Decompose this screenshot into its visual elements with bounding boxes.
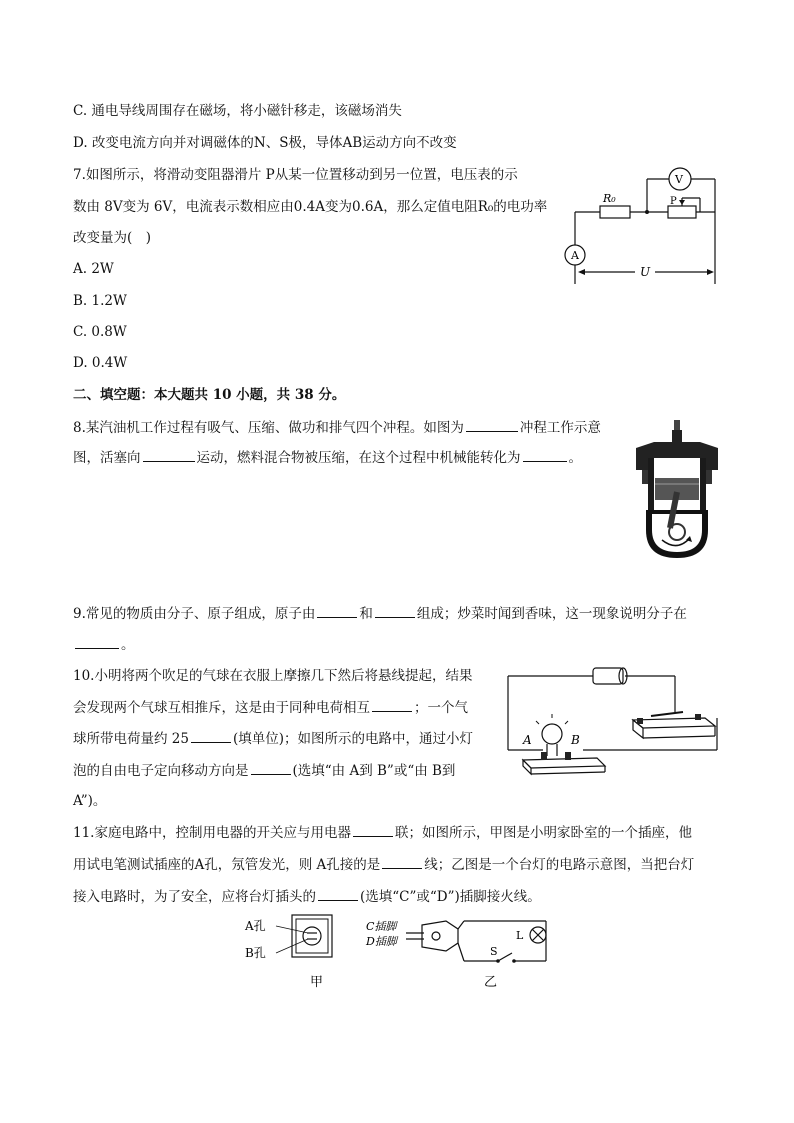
q10-line3: 球所带电荷量约 25 (填单位)；如图所示的电路中，通过小灯 bbox=[73, 728, 473, 749]
svg-text:甲: 甲 bbox=[310, 975, 324, 990]
q11-blank-3[interactable] bbox=[318, 886, 358, 901]
svg-text:C插脚: C插脚 bbox=[366, 920, 397, 933]
svg-text:A孔: A孔 bbox=[245, 919, 266, 933]
q9-blank-3[interactable] bbox=[75, 634, 119, 649]
q7-stem-line2: 数由 8V变为 6V，电流表示数相应由0.4A变为0.6A，那么定值电阻R₀的电功率 bbox=[73, 199, 548, 215]
switch-icon bbox=[498, 953, 512, 961]
q6-option-c: C. 通电导线周围存在磁场，将小磁针移走，该磁场消失 bbox=[73, 103, 402, 119]
q7-option-a: A. 2W bbox=[73, 261, 114, 277]
q7-option-c: C. 0.8W bbox=[73, 324, 127, 340]
q8-blank-2[interactable] bbox=[143, 447, 195, 462]
svg-text:V: V bbox=[675, 173, 683, 186]
q8-line1: 8.某汽油机工作过程有吸气、压缩、做功和排气四个冲程。如图为 冲程工作示意 bbox=[73, 417, 601, 438]
q7-option-d: D. 0.4W bbox=[73, 355, 128, 371]
svg-text:R₀: R₀ bbox=[603, 192, 616, 205]
q10-line5: A”)。 bbox=[73, 793, 107, 809]
q9-blank-1[interactable] bbox=[317, 603, 357, 618]
q10-blank-3[interactable] bbox=[251, 760, 291, 775]
q10-line2: 会发现两个气球互相推斥，这是由于同种电荷相互 ；一个气 bbox=[73, 697, 468, 718]
lightbulb-icon bbox=[542, 724, 562, 744]
svg-text:B: B bbox=[571, 733, 580, 747]
section-heading: 二、填空题：本大题共 10 小题，共 38 分。 bbox=[73, 387, 346, 403]
svg-text:U: U bbox=[640, 265, 651, 279]
q7-option-b: B. 1.2W bbox=[73, 293, 127, 309]
q8-line2: 图，活塞向 运动，燃料混合物被压缩，在这个过程中机械能转化为 。 bbox=[73, 447, 582, 468]
q11-blank-2[interactable] bbox=[382, 854, 422, 869]
q10-blank-2[interactable] bbox=[191, 728, 231, 743]
q10-line1: 10.小明将两个吹足的气球在衣服上摩擦几下然后将悬线提起，结果 bbox=[73, 668, 473, 684]
svg-text:A: A bbox=[523, 733, 532, 747]
svg-text:L: L bbox=[516, 929, 524, 942]
q7-stem-line3: 改变量为( ) bbox=[73, 230, 152, 246]
wall-socket-icon bbox=[292, 915, 332, 957]
q6-option-d: D. 改变电流方向并对调磁体的N、S极，导体AB运动方向不改变 bbox=[73, 135, 457, 151]
q10-circuit-figure bbox=[505, 660, 725, 776]
q8-blank-1[interactable] bbox=[466, 417, 518, 432]
svg-text:S: S bbox=[490, 945, 498, 958]
engine-compression-stroke-figure bbox=[632, 418, 722, 563]
svg-text:B孔: B孔 bbox=[245, 946, 266, 960]
svg-text:D插脚: D插脚 bbox=[366, 935, 397, 948]
knife-switch-icon bbox=[651, 712, 683, 716]
q11-line2: 用试电笔测试插座的A孔，氖管发光，则 A孔接的是 线；乙图是一个台灯的电路示意图，当把台灯 bbox=[73, 854, 694, 875]
lamp-circuit-figure bbox=[366, 915, 556, 993]
svg-text:P: P bbox=[670, 196, 677, 207]
socket-figure bbox=[240, 915, 350, 993]
q7-circuit-diagram bbox=[560, 168, 730, 290]
svg-text:A: A bbox=[571, 249, 579, 262]
q11-line1: 11.家庭电路中，控制用电器的开关应与用电器 联；如图所示，甲图是小明家卧室的一个插座，他 bbox=[73, 822, 692, 843]
rheostat-icon bbox=[668, 206, 696, 218]
q10-line4: 泡的自由电子定向移动方向是 (选填“由 A到 B”或“由 B到 bbox=[73, 760, 455, 781]
q8-blank-3[interactable] bbox=[523, 447, 567, 462]
q9-line1: 9.常见的物质由分子、原子组成，原子由 和 组成；炒菜时闻到香味，这一现象说明分子在 bbox=[73, 603, 687, 624]
q11-line3: 接入电路时，为了安全，应将台灯插头的 (选填“C”或“D”)插脚接火线。 bbox=[73, 886, 541, 907]
q9-line2: 。 bbox=[73, 634, 135, 655]
q10-blank-1[interactable] bbox=[372, 697, 412, 712]
q11-blank-1[interactable] bbox=[353, 822, 393, 837]
q9-blank-2[interactable] bbox=[375, 603, 415, 618]
resistor-r0-icon bbox=[600, 206, 630, 218]
q7-stem-line1: 7.如图所示，将滑动变阻器滑片 P从某一位置移动到另一位置，电压表的示 bbox=[73, 167, 518, 183]
svg-text:乙: 乙 bbox=[484, 975, 498, 990]
